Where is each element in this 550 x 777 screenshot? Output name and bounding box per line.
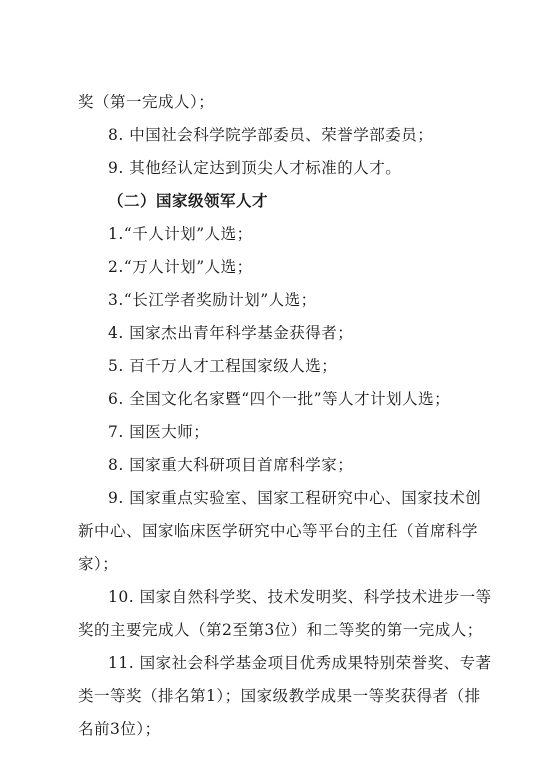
list-item-9: 9. 其他经认定达到顶尖人才标准的人才。 [108,159,402,177]
list-item-3: 3.“长江学者奖励计划”人选； [108,291,317,309]
list-item-4: 4. 国家杰出青年科学基金获得者； [108,324,354,342]
list-item-10-line-2: 奖的主要完成人（第2至第3位）和二等奖的第一完成人； [78,621,483,639]
list-item-2: 2.“万人计划”人选； [108,258,253,276]
list-item-9b-line-2: 新中心、国家临床医学研究中心等平台的主任（首席科学 [78,522,479,540]
list-item-11-line-2: 类一等奖（排名第1）；国家级教学成果一等奖获得者（排 [78,687,481,705]
text-line-continuation: 奖（第一完成人）； [78,93,215,111]
list-item-11-line-3: 名前3位）； [78,720,161,738]
list-item-9b-line-1: 9. 国家重点实验室、国家工程研究中心、国家技术创 [108,489,482,507]
list-item-9b-line-3: 家）； [78,555,119,573]
list-item-8b: 8. 国家重大科研项目首席科学家； [108,456,354,474]
list-item-6: 6. 全国文化名家暨“四个一批”等人才计划人选； [108,390,451,408]
list-item-1: 1.“千人计划”人选； [108,225,253,243]
list-item-10-line-1: 10. 国家自然科学奖、技术发明奖、科学技术进步一等 [108,588,492,606]
list-item-8: 8. 中国社会科学院学部委员、荣誉学部委员； [108,126,434,144]
list-item-7: 7. 国医大师； [108,423,210,441]
section-heading: （二）国家级领军人才 [108,191,269,210]
list-item-5: 5. 百千万人才工程国家级人选； [108,357,338,375]
list-item-11-line-1: 11. 国家社会科学基金项目优秀成果特别荣誉奖、专著 [108,654,492,672]
